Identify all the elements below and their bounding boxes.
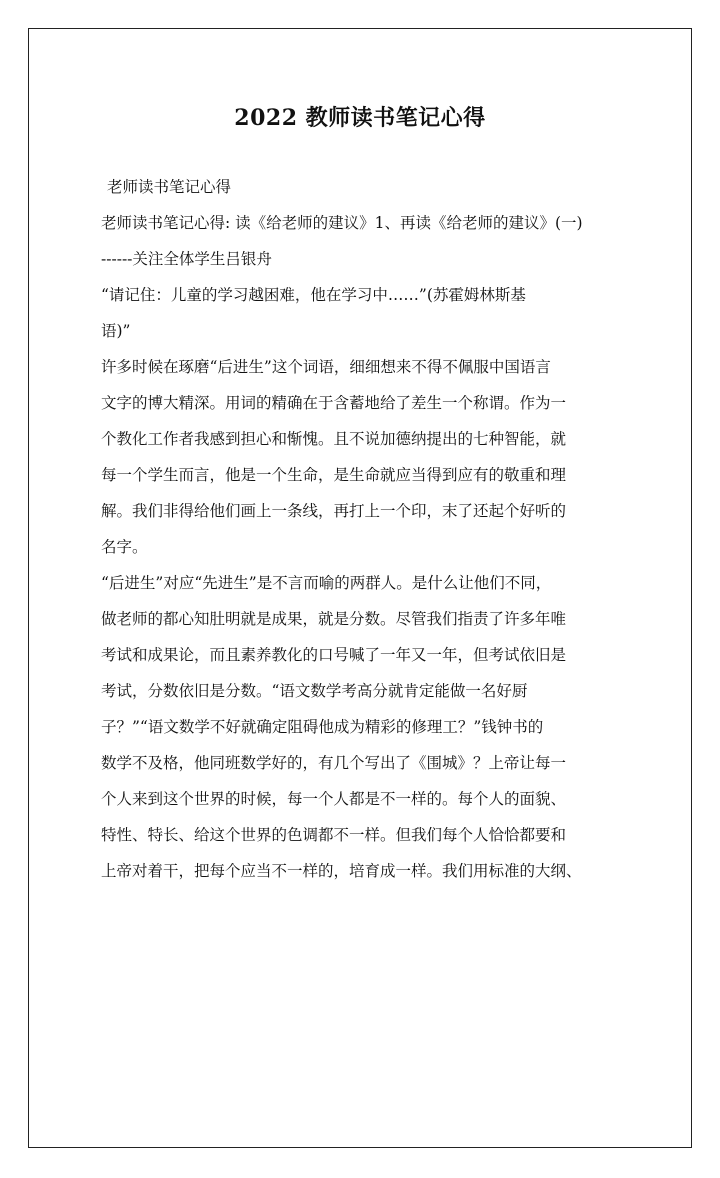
text-line: 子？”“语文数学不好就确定阻碍他成为精彩的修理工？”钱钟书的 xyxy=(101,718,544,736)
text-line: “后进生”对应“先进生”是不言而喻的两群人。是什么让他们不同， xyxy=(101,574,552,592)
text-line: 名字。 xyxy=(101,538,148,556)
text-line: 数学不及格，他同班数学好的，有几个写出了《围城》？上帝让每一 xyxy=(101,754,567,772)
text-line: 个教化工作者我感到担心和惭愧。且不说加德纳提出的七种智能，就 xyxy=(101,430,567,448)
section-heading: 老师读书笔记心得 xyxy=(107,178,232,196)
text-line: “请记住：儿童的学习越困难，他在学习中……”(苏霍姆林斯基 xyxy=(101,286,526,304)
text-line: 老师读书笔记心得: 读《给老师的建议》1、再读《给老师的建议》(一) xyxy=(101,214,583,232)
text-line: 做老师的都心知肚明就是成果，就是分数。尽管我们指责了许多年唯 xyxy=(101,610,567,628)
document-page xyxy=(28,28,692,1148)
text-line: 文字的博大精深。用词的精确在于含蓄地给了差生一个称谓。作为一 xyxy=(101,394,567,412)
text-line: 考试，分数依旧是分数。“语文数学考高分就肯定能做一名好厨 xyxy=(101,682,528,700)
text-line: 语)” xyxy=(101,322,131,340)
text-line: 个人来到这个世界的时候，每一个人都是不一样的。每个人的面貌、 xyxy=(101,790,567,808)
text-line: 解。我们非得给他们画上一条线，再打上一个印，末了还起个好听的 xyxy=(101,502,567,520)
text-line: 上帝对着干，把每个应当不一样的，培育成一样。我们用标准的大纲、 xyxy=(101,862,582,880)
text-line: 每一个学生而言，他是一个生命，是生命就应当得到应有的敬重和理 xyxy=(101,466,567,484)
document-body xyxy=(101,169,641,889)
text-line: 许多时候在琢磨“后进生”这个词语，细细想来不得不佩服中国语言 xyxy=(101,358,551,376)
text-line: 考试和成果论，而且素养教化的口号喊了一年又一年，但考试依旧是 xyxy=(101,646,567,664)
text-line: 特性、特长、给这个世界的色调都不一样。但我们每个人恰恰都要和 xyxy=(101,826,567,844)
text-line: ------关注全体学生吕银舟 xyxy=(101,250,272,268)
document-title: 2022 教师读书笔记心得 xyxy=(234,105,486,131)
